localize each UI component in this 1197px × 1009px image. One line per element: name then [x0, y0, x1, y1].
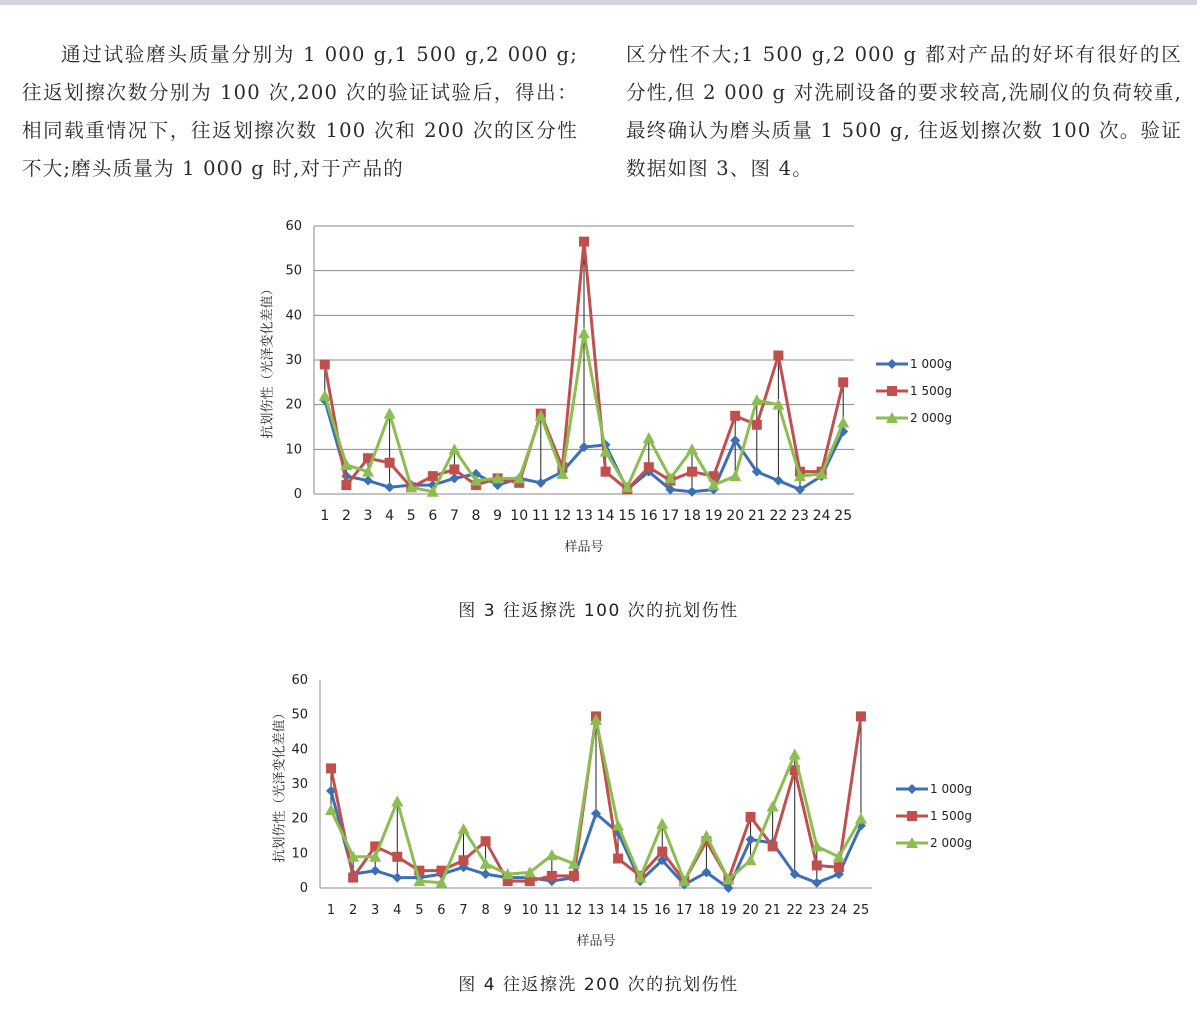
figure-4-x-tick-label: 21 [764, 903, 781, 918]
figure-3-data-point [730, 411, 740, 421]
figure-3-data-point [428, 471, 438, 481]
figure-4-data-point [789, 749, 801, 760]
figure-3-data-point [341, 480, 351, 490]
figure-3-data-point [449, 473, 459, 483]
figure-3-data-point [578, 327, 590, 338]
figure-3-x-tick-label: 20 [726, 508, 745, 524]
figure-3-data-point [773, 351, 783, 361]
figure-4-data-point [547, 871, 557, 881]
figure-3-x-tick-label: 18 [683, 508, 701, 524]
figure-4-data-point [746, 834, 756, 844]
figure-3-x-tick-label: 17 [661, 508, 680, 524]
figure-4-data-point [657, 847, 667, 857]
figure-3-x-tick-label: 5 [406, 508, 416, 524]
figure-4-data-point [855, 813, 867, 824]
figure-4-x-tick-label: 12 [565, 903, 583, 918]
figure-4-data-point [856, 711, 866, 721]
figure-4-caption: 图 4 往返擦洗 200 次的抗划伤性 [458, 975, 739, 995]
figure-4-x-tick-label: 25 [852, 903, 870, 918]
figure-3-data-point [579, 237, 589, 247]
figure-4-x-tick-label: 17 [676, 903, 693, 918]
figure-3-data-point [363, 476, 373, 486]
figure-3-caption: 图 3 往返擦洗 100 次的抗划伤性 [458, 601, 739, 621]
figure-3-x-tick-label: 22 [769, 508, 788, 524]
figure-3-legend-label: 2 000g [910, 411, 952, 425]
figure-4-x-tick-label: 8 [481, 903, 490, 918]
figure-4-x-tick-label: 7 [459, 903, 468, 918]
figure-4 [0, 662, 1197, 1002]
figure-4-legend-marker [907, 784, 917, 794]
figure-4-data-point [481, 869, 491, 879]
figure-3-x-tick-label: 16 [639, 508, 658, 524]
figure-4-chart [0, 662, 1197, 962]
figure-3-x-tick-label: 13 [575, 508, 593, 524]
figure-3-x-tick-label: 6 [428, 508, 438, 524]
figure-3-data-point [838, 377, 848, 387]
figure-3-x-tick-label: 4 [385, 508, 395, 524]
figure-4-data-point [700, 830, 712, 841]
figure-3-legend-label: 1 000g [910, 357, 952, 371]
figure-3-data-point [448, 443, 460, 454]
figure-4-x-tick-label: 20 [742, 903, 759, 918]
figure-3-x-tick-label: 9 [493, 508, 503, 524]
figure-3-data-point [687, 487, 697, 497]
figure-3-y-tick-label: 50 [285, 263, 302, 279]
figure-4-x-tick-label: 1 [326, 903, 336, 918]
figure-4-x-tick-label: 18 [698, 903, 715, 918]
figure-4-legend-label: 1 000g [930, 782, 972, 796]
figure-4-legend-label: 2 000g [930, 836, 972, 850]
figure-4-data-point [459, 855, 469, 865]
figure-4-data-point [525, 876, 535, 886]
figure-4-data-point [812, 878, 822, 888]
figure-3-data-point [643, 432, 655, 443]
figure-3-x-tick-label: 2 [341, 508, 351, 524]
figure-3-chart [0, 210, 1197, 590]
figure-3-legend-label: 1 500g [910, 384, 952, 398]
paragraph-right [626, 36, 1182, 188]
figure-4-data-point [745, 854, 757, 865]
figure-4-data-point [348, 873, 358, 883]
paragraph-left-text: 通过试验磨头质量分别为 1 000 g,1 500 g,2 000 g;往返划擦次数分别为 100 次,200 次的验证试验后，得出：相同载重情况下，往返划擦次数 100 次和 200 次的区分性不大;磨头质量为 1 000 g 时,对于产品的 [22, 43, 578, 180]
figure-3-data-point [644, 462, 654, 472]
figure-4-x-tick-label: 5 [415, 903, 424, 918]
figure-4-data-point [481, 836, 491, 846]
figure-3-x-axis-title: 样品号 [564, 540, 604, 555]
figure-3-data-point [837, 417, 849, 428]
figure-4-y-tick-label: 10 [291, 846, 308, 862]
figure-4-data-point [391, 795, 403, 806]
figure-4-data-point [569, 871, 579, 881]
figure-3-data-point [384, 408, 396, 419]
figure-4-x-tick-label: 9 [503, 903, 512, 918]
figure-4-y-tick-label: 0 [299, 881, 308, 896]
paragraph-right-text: 区分性不大;1 500 g,2 000 g 都对产品的好坏有很好的区分性,但 2 000 g 对洗刷设备的要求较高,洗刷仪的负荷较重,最终确认为磨头质量 1 500 g, 往返划擦次数 100 次。验证数据如图 3、图 4。 [626, 43, 1182, 180]
figure-4-x-tick-label: 16 [653, 903, 671, 918]
figure-4-y-tick-label: 60 [291, 673, 308, 688]
figure-4-legend-label: 1 500g [930, 809, 972, 823]
figure-4-data-point [326, 763, 336, 773]
figure-4-x-tick-label: 2 [348, 903, 358, 918]
figure-4-x-tick-label: 11 [543, 903, 561, 918]
figure-4-x-tick-label: 13 [587, 903, 605, 918]
figure-4-y-tick-label: 40 [291, 742, 308, 758]
figure-3-data-point [320, 359, 330, 369]
figure-4-data-point [746, 812, 756, 822]
figure-4-y-tick-label: 30 [291, 777, 308, 792]
figure-4-x-tick-label: 6 [437, 903, 446, 918]
figure-4-legend-marker [907, 811, 917, 821]
figure-3-x-tick-label: 12 [553, 508, 572, 524]
figure-3-x-tick-label: 10 [510, 508, 529, 524]
figure-3-data-point [449, 464, 459, 474]
figure-3-y-tick-label: 60 [285, 219, 302, 234]
figure-3-x-tick-label: 24 [812, 508, 831, 524]
figure-3-y-tick-label: 20 [285, 397, 302, 413]
figure-3-data-point [385, 482, 395, 492]
figure-4-x-tick-label: 24 [830, 903, 848, 918]
figure-4-x-tick-label: 14 [609, 903, 627, 918]
top-border [0, 0, 1197, 5]
figure-3-x-tick-label: 23 [791, 508, 809, 524]
figure-4-x-tick-label: 19 [720, 903, 737, 918]
figure-3-x-tick-label: 11 [531, 508, 550, 524]
figure-3-data-point [536, 478, 546, 488]
figure-3-data-point [687, 467, 697, 477]
figure-3-x-tick-label: 19 [704, 508, 723, 524]
figure-3-y-tick-label: 0 [293, 487, 302, 502]
paragraph-left [22, 36, 578, 188]
figure-4-data-point [546, 849, 558, 860]
figure-4-x-tick-label: 10 [521, 903, 539, 918]
figure-3-data-point [686, 443, 698, 454]
figure-3-data-point [729, 470, 741, 481]
figure-4-x-axis-title: 样品号 [576, 934, 616, 949]
figure-3-data-point [773, 476, 783, 486]
figure-3-x-tick-label: 3 [363, 508, 373, 524]
figure-4-data-point [656, 818, 668, 829]
figure-3-x-tick-label: 15 [618, 508, 637, 524]
figure-3-x-tick-label: 14 [596, 508, 615, 524]
figure-3-data-point [752, 420, 762, 430]
figure-4-x-tick-label: 3 [371, 903, 380, 918]
figure-4-data-point [458, 823, 470, 834]
figure-4-data-point [812, 860, 822, 870]
figure-3-legend-marker [887, 359, 897, 369]
figure-4-data-point [392, 873, 402, 883]
figure-3-legend-marker [887, 386, 897, 396]
figure-3-y-tick-label: 40 [285, 308, 302, 324]
figure-3-x-tick-label: 25 [834, 508, 853, 524]
figure-4-x-tick-label: 15 [631, 903, 649, 918]
figure-4-y-axis-title: 抗划伤性（光泽变化差值） [272, 705, 288, 863]
figure-4-x-tick-label: 22 [786, 903, 803, 918]
figure-4-data-point [767, 801, 779, 812]
figure-3-x-tick-label: 1 [320, 508, 330, 524]
figure-4-y-tick-label: 50 [291, 707, 308, 723]
figure-4-data-point [834, 862, 844, 872]
figure-4-x-tick-label: 4 [393, 903, 402, 918]
figure-4-data-point [768, 841, 778, 851]
figure-3-y-tick-label: 30 [285, 353, 302, 368]
figure-4-data-point [392, 852, 402, 862]
figure-3-y-tick-label: 10 [285, 442, 302, 458]
figure-4-y-tick-label: 20 [291, 811, 308, 827]
figure-4-data-point [370, 866, 380, 876]
figure-3-x-tick-label: 21 [747, 508, 766, 524]
figure-3 [0, 210, 1197, 630]
figure-4-x-tick-label: 23 [808, 903, 826, 918]
figure-3-y-axis-title: 抗划伤性（光泽变化差值） [260, 281, 276, 439]
figure-3-x-tick-label: 8 [471, 508, 481, 524]
figure-3-x-tick-label: 7 [449, 508, 459, 524]
figure-4-data-point [613, 854, 623, 864]
figure-3-data-point [601, 467, 611, 477]
figure-3-data-point [385, 458, 395, 468]
